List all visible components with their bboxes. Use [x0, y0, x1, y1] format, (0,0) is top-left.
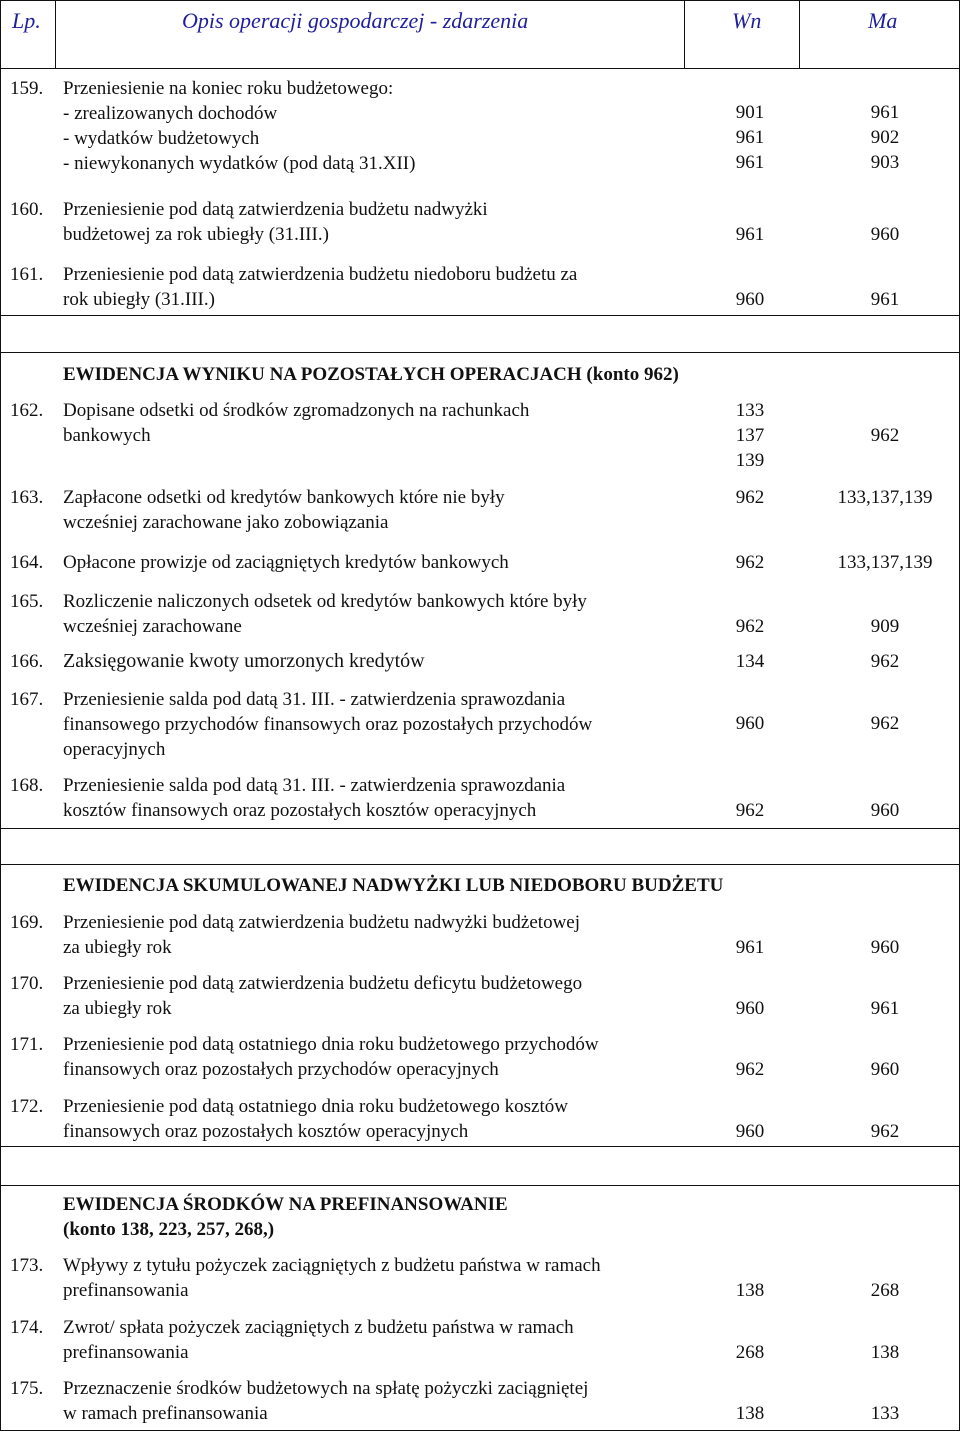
wn-account: 138: [735, 1403, 765, 1424]
description-line: Zwrot/ spłata pożyczek zaciągniętych z budżetu państwa w ramach: [63, 1317, 574, 1338]
ma-value: 903: [870, 152, 900, 173]
ma-account: 962: [870, 425, 900, 446]
description-line: Rozliczenie naliczonych odsetek od kredytów bankowych które były: [63, 591, 587, 612]
rule: [0, 315, 959, 316]
header-lp: Lp.: [12, 8, 41, 33]
ma-account: 960: [870, 1059, 900, 1080]
ma-account: 960: [870, 224, 900, 245]
description-line: Przeniesienie salda pod datą 31. III. - zatwierdzenia sprawozdania: [63, 689, 566, 710]
ma-account: 133,137,139: [837, 552, 933, 573]
row-number: 165.: [10, 591, 44, 612]
ma-account: 961: [870, 998, 900, 1019]
header-wn: Wn: [732, 8, 762, 33]
row-description: [63, 1315, 688, 1365]
row-number: 168.: [10, 775, 44, 796]
row-number: 167.: [10, 689, 44, 710]
wn-account: 960: [735, 713, 765, 734]
wn-account: 134: [735, 651, 765, 672]
row-number: 160.: [10, 199, 44, 220]
description-line: za ubiegły rok: [63, 937, 172, 958]
wn-account: 962: [735, 487, 765, 508]
row-description: [63, 485, 688, 535]
description-line: wcześniej zarachowane jako zobowiązania: [63, 512, 389, 533]
description-line: Przeniesienie pod datą zatwierdzenia budżetu niedoboru budżetu za: [63, 264, 578, 285]
wn-value: 961: [735, 152, 765, 173]
wn-value: 139: [735, 450, 765, 471]
description-line: finansowych oraz pozostałych przychodów operacyjnych: [63, 1059, 499, 1080]
column-divider-desc-header: [684, 0, 685, 68]
description-line: finansowego przychodów finansowych oraz pozostałych przychodów: [63, 714, 593, 735]
ma-account: 133: [870, 1403, 900, 1424]
row-description: [63, 1032, 688, 1082]
row-description: [63, 589, 688, 639]
description-line: - zrealizowanych dochodów: [63, 103, 278, 124]
wn-account: 962: [735, 800, 765, 821]
section-heading-line: EWIDENCJA ŚRODKÓW NA PREFINANSOWANIE: [63, 1194, 508, 1215]
description-line: Zapłacone odsetki od kredytów bankowych które nie były: [63, 487, 505, 508]
row-description: [63, 910, 688, 960]
description-line: Przeniesienie pod datą ostatniego dnia roku budżetowego przychodów: [63, 1034, 599, 1055]
row-description: [63, 197, 688, 247]
description-line: Wpływy z tytułu pożyczek zaciągniętych z budżetu państwa w ramach: [63, 1255, 601, 1276]
description-line: finansowych oraz pozostałych kosztów operacyjnych: [63, 1121, 469, 1142]
wn-value: 133: [735, 400, 765, 421]
description-line: - niewykonanych wydatków (pod datą 31.XII): [63, 153, 416, 174]
wn-account: [700, 398, 800, 473]
row-number: 169.: [10, 912, 44, 933]
row-description: [63, 550, 688, 575]
description-line: - wydatków budżetowych: [63, 128, 260, 149]
wn-account: 961: [735, 224, 765, 245]
description-line: Opłacone prowizje od zaciągniętych kredytów bankowych: [63, 552, 509, 573]
ma-account: [810, 100, 960, 175]
row-number: 164.: [10, 552, 44, 573]
column-divider-wn-header: [799, 0, 800, 68]
description-line: wcześniej zarachowane: [63, 616, 242, 637]
ma-account: 138: [870, 1342, 900, 1363]
wn-account: 962: [735, 616, 765, 637]
row-number: 171.: [10, 1034, 44, 1055]
row-description: [63, 76, 688, 176]
row-number: 170.: [10, 973, 44, 994]
wn-account: 962: [735, 552, 765, 573]
description-line: rok ubiegły (31.III.): [63, 289, 215, 310]
section-heading-result-962: EWIDENCJA WYNIKU NA POZOSTAŁYCH OPERACJACH (konto 962): [63, 364, 679, 385]
ma-value: 961: [870, 102, 900, 123]
wn-account: 961: [735, 937, 765, 958]
row-number: 163.: [10, 487, 44, 508]
row-number: 166.: [10, 651, 44, 672]
row-description: [63, 262, 688, 312]
description-line: Dopisane odsetki od środków zgromadzonych na rachunkach: [63, 400, 530, 421]
description-line: Przeniesienie pod datą zatwierdzenia budżetu nadwyżki: [63, 199, 488, 220]
wn-value: 961: [735, 127, 765, 148]
description-line: w ramach prefinansowania: [63, 1403, 268, 1424]
wn-account: 960: [735, 1121, 765, 1142]
header-ma: Ma: [868, 8, 898, 33]
table-top-rule: [0, 0, 959, 1]
row-description: [63, 773, 688, 823]
wn-account: 962: [735, 1059, 765, 1080]
ma-account: 268: [870, 1280, 900, 1301]
description-line: Przeniesienie na koniec roku budżetowego:: [63, 78, 394, 99]
wn-account: 960: [735, 998, 765, 1019]
ma-account: 960: [870, 937, 900, 958]
row-description: [63, 1253, 688, 1303]
description-line: bankowych: [63, 425, 151, 446]
wn-account: [700, 100, 800, 175]
wn-value: 137: [735, 425, 765, 446]
ma-account: 909: [870, 616, 900, 637]
row-number: 161.: [10, 264, 44, 285]
row-number: 173.: [10, 1255, 44, 1276]
row-number: 162.: [10, 400, 44, 421]
row-number: 174.: [10, 1317, 44, 1338]
description-line: Zaksięgowanie kwoty umorzonych kredytów: [63, 650, 425, 672]
ma-account: 962: [870, 651, 900, 672]
section-heading-line: (konto 138, 223, 257, 268,): [63, 1219, 275, 1240]
description-line: Przeniesienie pod datą zatwierdzenia budżetu deficytu budżetowego: [63, 973, 583, 994]
description-line: Przeniesienie salda pod datą 31. III. - zatwierdzenia sprawozdania: [63, 775, 566, 796]
ma-account: 133,137,139: [837, 487, 933, 508]
wn-account: 268: [735, 1342, 765, 1363]
description-line: operacyjnych: [63, 739, 166, 760]
description-line: prefinansowania: [63, 1280, 189, 1301]
description-line: Przeznaczenie środków budżetowych na spłatę pożyczki zaciągniętej: [63, 1378, 589, 1399]
rule: [0, 352, 959, 353]
wn-account: 960: [735, 289, 765, 310]
wn-value: 901: [735, 102, 765, 123]
row-description: [63, 971, 688, 1021]
row-description: [63, 1376, 688, 1426]
description-line: Przeniesienie pod datą zatwierdzenia budżetu nadwyżki budżetowej: [63, 912, 581, 933]
row-number: 172.: [10, 1096, 44, 1117]
column-divider-lp-header: [55, 0, 56, 68]
ma-value: 902: [870, 127, 900, 148]
section-heading-prefinancing: [63, 1192, 953, 1242]
rule: [0, 864, 959, 865]
ma-account: 960: [870, 800, 900, 821]
row-number: 175.: [10, 1378, 44, 1399]
description-line: Przeniesienie pod datą ostatniego dnia roku budżetowego kosztów: [63, 1096, 568, 1117]
ma-account: 961: [870, 289, 900, 310]
description-line: budżetowej za rok ubiegły (31.III.): [63, 224, 329, 245]
table-border-left: [0, 0, 1, 1431]
header-bottom-rule: [0, 68, 959, 69]
rule: [0, 1146, 959, 1147]
wn-account: 138: [735, 1280, 765, 1301]
rule: [0, 1185, 959, 1186]
description-line: kosztów finansowych oraz pozostałych kosztów operacyjnych: [63, 800, 537, 821]
row-description: [63, 687, 688, 762]
row-description: [63, 649, 688, 674]
row-description: [63, 398, 688, 448]
description-line: prefinansowania: [63, 1342, 189, 1363]
description-line: za ubiegły rok: [63, 998, 172, 1019]
row-number: 159.: [10, 78, 44, 99]
ma-account: 962: [870, 1121, 900, 1142]
rule: [0, 828, 959, 829]
ma-account: 962: [870, 713, 900, 734]
header-description: Opis operacji gospodarczej - zdarzenia: [182, 8, 529, 33]
row-description: [63, 1094, 688, 1144]
section-heading-cumulative-surplus: EWIDENCJA SKUMULOWANEJ NADWYŻKI LUB NIEDOBORU BUDŻETU: [63, 875, 724, 896]
